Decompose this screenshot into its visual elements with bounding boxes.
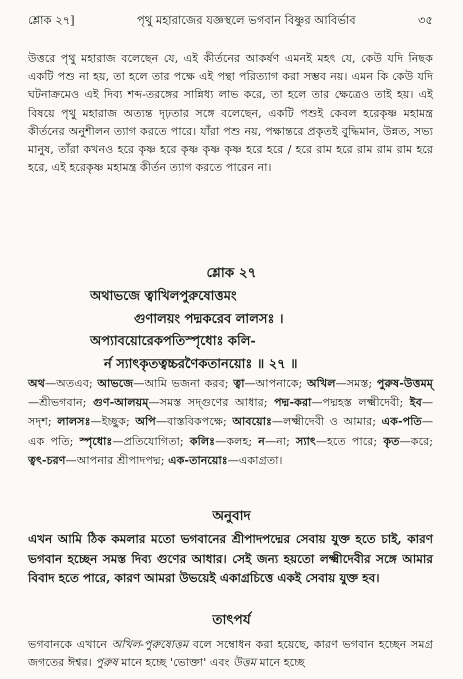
synonym-term: এক-পতি: [381, 414, 422, 429]
purport-term-uttama: উত্তম: [233, 656, 256, 670]
synonym-meaning: —শ্রীভগবান;: [28, 396, 93, 410]
header-chapter-title: পৃথু মহারাজের যজ্ঞস্থলে ভগবান বিষ্ণুর আবির্ভাব: [136, 12, 356, 27]
synonym-term: স্পৃধোঃ: [79, 433, 113, 448]
synonym-meaning: —আমি ভজনা করব;: [133, 377, 234, 390]
purport-term-akhila: অখিল-পুরুষোত্তম: [111, 638, 189, 651]
word-for-word-synonyms: [28, 374, 433, 470]
purport-title: তাৎপর্য: [212, 612, 251, 628]
sanskrit-verse: [90, 286, 423, 376]
running-header: [28, 12, 433, 30]
synonym-meaning: —কলহ;: [215, 434, 259, 448]
page-number: ৩৫: [418, 12, 433, 27]
synonym-term: আভজে: [97, 376, 134, 390]
synonym-term: ত্বৎ-চরণ: [28, 452, 66, 467]
synonym-term: গুণ-আলয়ম্: [92, 395, 149, 410]
synonym-term: অখিল: [306, 376, 336, 390]
synonym-term: এক-তানয়োঃ: [168, 452, 228, 467]
purport-term-purusha: পুরুষ: [95, 656, 118, 670]
verse-title: শ্লোক ২৭: [206, 265, 257, 281]
header-verse-ref: শ্লোক ২৭]: [28, 12, 75, 27]
synonym-term: আবয়োঃ: [232, 414, 272, 429]
purport-text-1: ভগবানকে এখানে: [28, 638, 112, 651]
synonym-term: অথ: [28, 376, 45, 390]
synonym-meaning: —প্রতিযোগিতা;: [112, 434, 190, 448]
synonym-meaning: —করে;: [399, 434, 433, 448]
translation-text: এখন আমি ঠিক কমলার মতো ভগবানের শ্রীপাদপদ্মের সেবায় যুক্ত হতে চাই, কারণ ভগবান হচ্ছেন সমস্ত দিব্য গুণের আধার। সেই জন্য হয়তো লক্ষ্মীদেবীর সঙ্গে আমার বিবাদ হতে পারে, কারণ আমরা উভয়েই একাগ্রচিত্তে একই সেবায় যুক্ত হব।: [28, 532, 433, 585]
intro-paragraph: উত্তরে পৃথু মহারাজ বলেছেন যে, এই কীর্তনের আকর্ষণ এমনই মহৎ যে, কেউ যদি নিছক একটি পশু না হয়, তা হলে তার পক্ষে এই পন্থা পরিত্যাগ করা সম্ভব নয়। এমন কি কেউ যদি ঘটনাক্রমেও এই দিব্য শব্দ-তরঙ্গের সান্নিধ্য লাভ করে, তা হলে তার ক্ষেত্রেও তাই হয়। এই বিষয়ে পৃথু মহারাজ অত্যন্ত দৃঢ়তার সঙ্গে বলেছেন, একটি পশুই কেবল হরেকৃষ্ণ মহামন্ত্র কীর্তনের অনুশীলন ত্যাগ করতে পারে। যাঁরা পশু নয়, পক্ষান্তরে প্রকৃতই বুদ্ধিমান, উন্নত, সভ্য মানুষ, তাঁরা কখনও হরে কৃষ্ণ হরে কৃষ্ণ কৃষ্ণ কৃষ্ণ হরে হরে / হরে রাম হরে রাম রাম রাম হরে হরে, এই হরেকৃষ্ণ মহামন্ত্র কীর্তন ত্যাগ করতে পারেন না।: [28, 52, 433, 175]
verse-line-4: র্ন স্যাৎকৃতত্বচ্চরণৈকতানয়োঃ ॥ ২৭ ॥: [104, 356, 298, 372]
synonym-term: কৃত: [383, 433, 400, 448]
synonym-meaning: —না;: [264, 434, 296, 448]
verse-line-2: গুণালয়ং পদ্মকরেব লালসঃ ।: [134, 311, 284, 327]
purport-text-4: মানে হচ্ছে: [255, 656, 305, 670]
synonym-meaning: —সমস্ত;: [335, 377, 377, 390]
synonym-term: স্যাৎ: [295, 433, 316, 448]
synonym-term: ন: [258, 433, 265, 448]
translation-title: অনুবাদ: [212, 508, 251, 524]
verse-line-3: অপ্যাবয়োরেকপতিস্পৃধোঃ কলি-: [90, 334, 256, 349]
synonym-term: অপি: [135, 414, 156, 429]
synonym-term: ইব: [409, 395, 422, 410]
synonym-meaning: —এক পতি;: [28, 415, 434, 448]
synonym-term: কলিঃ: [189, 433, 216, 448]
synonym-meaning: —আপনাকে;: [244, 377, 307, 390]
synonym-meaning: —সমস্ত সদ্‌গুণের আধার;: [148, 396, 275, 410]
synonym-meaning: —অতএব;: [44, 377, 98, 390]
synonym-term: লালসঃ: [57, 414, 91, 429]
synonym-meaning: —সদৃশ;: [28, 396, 433, 429]
synonym-meaning: —লক্ষ্মীদেবী ও আমার;: [271, 415, 382, 429]
synonym-meaning: —একাগ্রতা।: [227, 453, 283, 467]
synonym-term: ত্বা: [233, 376, 245, 390]
synonym-meaning: —ইচ্ছুক;: [90, 415, 136, 429]
synonym-meaning: —বাস্তবিকপক্ষে;: [155, 415, 233, 429]
synonym-meaning: —হতে পারে;: [315, 434, 384, 448]
verse-line-1: অথাভজে ত্বাখিলপুরুষোত্তমং: [90, 289, 237, 304]
purport-text-3: মানে হচ্ছে 'ভোক্তা' এবং: [117, 656, 234, 670]
synonym-meaning: —আপনার শ্রীপাদপদ্ম;: [65, 453, 169, 467]
synonym-term: পদ্ম-করা: [274, 395, 312, 410]
synonym-meaning: —পদ্মহস্ত লক্ষ্মীদেবী;: [311, 396, 410, 410]
purport-text-2: বলে সম্বোধন করা হয়েছে, কারণ ভগবান হচ্ছেন সমগ্র জগতের ঈশ্বর।: [28, 638, 434, 670]
synonym-term: পুরুষ-উত্তমম্: [376, 376, 433, 390]
purport-text: [28, 636, 433, 672]
